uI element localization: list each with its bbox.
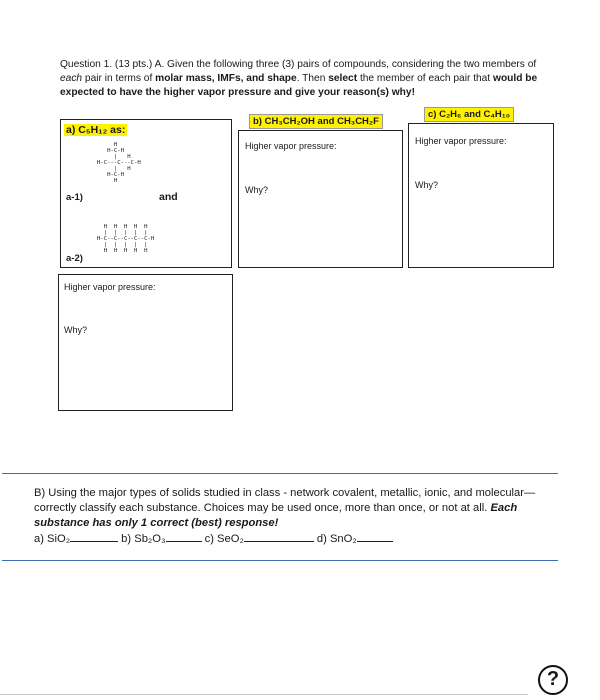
question-bold3: would be expected to have the higher vapor pressure and give your reason(s) why! xyxy=(60,73,538,98)
answer-blank-d[interactable] xyxy=(357,531,393,542)
question-bold2: select xyxy=(328,73,358,84)
part-b-box xyxy=(238,130,403,268)
part-b-higher-vp-label: Higher vapor pressure: xyxy=(245,141,337,151)
answer-item-c: c) SeO₂ xyxy=(204,533,244,545)
question-bold1: molar mass, IMFs, and shape xyxy=(155,73,297,84)
part-b-text: B) Using the major types of solids studied in class - network covalent, metallic, ionic, and molecular—correctly classify each substance. Choices may be used once, more than once, or not at all. xyxy=(34,487,536,514)
bottom-divider xyxy=(0,694,528,695)
part-c-title: c) C₂H₆ and C₄H₁₀ xyxy=(424,107,514,122)
a2-label: a-2) xyxy=(66,253,83,264)
answer-blank-a[interactable] xyxy=(70,531,118,542)
a1-label: a-1) xyxy=(66,192,83,203)
part-a-why-label: Why? xyxy=(64,325,88,335)
molecule-a1-structure: H H-C-H | H H-C---C---C-H | H H-C-H H xyxy=(97,142,141,184)
answer-item-b: b) Sb₂O₃ xyxy=(121,533,166,545)
question-intro: Question 1. (13 pts.) A. Given the following three (3) pairs of compounds, considering the two members of xyxy=(60,59,537,70)
part-b-why-label: Why? xyxy=(245,185,269,195)
question-mid2: . Then xyxy=(296,73,329,84)
and-label: and xyxy=(159,191,178,203)
molecule-a2-structure: H H H H H | | | | | H-C--C--C--C--C-H | | | | | H H H H H xyxy=(97,224,155,254)
part-b-section xyxy=(2,473,558,561)
question-mid3: the member of each pair that xyxy=(357,73,494,84)
part-a-higher-vp-label: Higher vapor pressure: xyxy=(64,282,156,292)
part-b-emphasis: Each substance has only 1 correct (best) response! xyxy=(34,502,518,529)
part-a-answer-box xyxy=(58,274,233,411)
part-b-title: b) CH₃CH₂OH and CH₃CH₂F xyxy=(249,114,383,129)
answer-item-d: d) SnO₂ xyxy=(316,533,357,545)
part-a-title: a) C₅H₁₂ as: xyxy=(66,124,126,136)
answer-blank-b[interactable] xyxy=(166,531,202,542)
question-text xyxy=(60,58,550,100)
help-icon[interactable]: ? xyxy=(538,665,568,695)
part-c-why-label: Why? xyxy=(415,180,439,190)
answer-blank-c[interactable] xyxy=(244,531,314,542)
part-a-box xyxy=(60,119,232,268)
part-c-higher-vp-label: Higher vapor pressure: xyxy=(415,136,507,146)
question-mid1: pair in terms of xyxy=(82,73,156,84)
answer-item-a: a) SiO₂ xyxy=(34,533,71,545)
part-c-box xyxy=(408,123,554,268)
question-each: each xyxy=(60,73,83,84)
